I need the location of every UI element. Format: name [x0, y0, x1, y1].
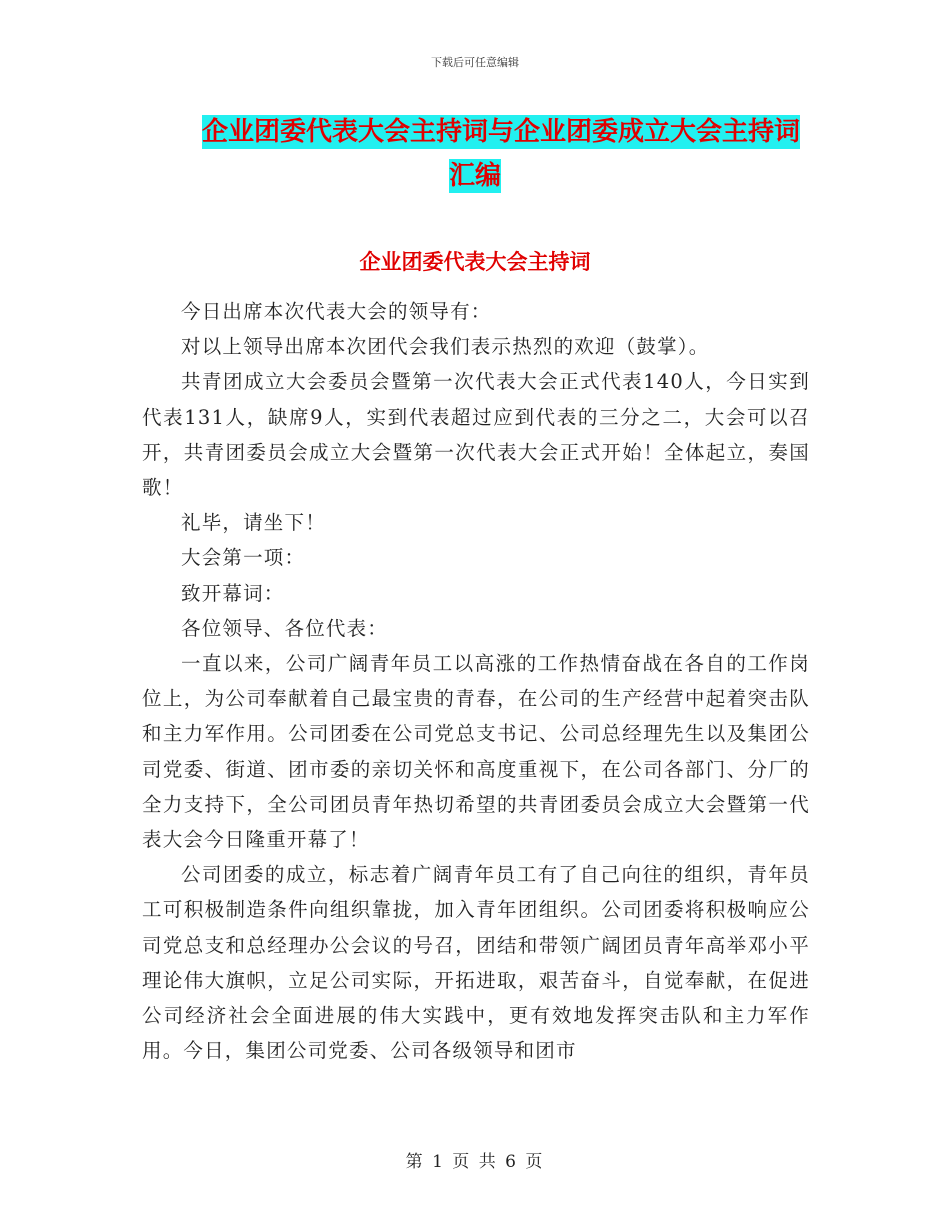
paragraph: 今日出席本次代表大会的领导有：	[181, 300, 492, 323]
paragraph: 对以上领导出席本次团代会我们表示热烈的欢迎（鼓掌）。	[181, 335, 710, 359]
paragraph: 各位领导、各位代表：	[181, 616, 389, 640]
paragraph: 公司团委的成立，标志着广阔青年员工有了自己向往的组织，青年员工可积极制造条件向组织靠拢，加入青年团组织。公司团委将积极响应公司党总支和总经理办公会议的号召，团结和带领广阔团员青年高举邓小平理论伟大旗帜，立足公司实际，开拓进取，艰苦奋斗，自觉奉献，在促进公司经济社会全面进展的伟大实践中，更有效地发挥突击队和主力军作用。今日，集团公司党委、公司各级领导和团市	[142, 863, 810, 1063]
paragraph: 共青团成立大会委员会暨第一次代表大会正式代表140人，今日实到代表131人，缺席9人，实到代表超过应到代表的三分之二，大会可以召开，共青团委员会成立大会暨第一次代表大会正式开始！全体起立，奏国歌！	[142, 370, 810, 500]
page-number: 第 1 页 共 6 页	[405, 1152, 545, 1172]
header-note: 下载后可任意编辑	[431, 56, 519, 69]
paragraph: 致开幕词：	[181, 581, 285, 605]
body-text	[142, 294, 810, 1068]
paragraph: 一直以来，公司广阔青年员工以高涨的工作热情奋战在各自的工作岗位上，为公司奉献着自己最宝贵的青春，在公司的生产经营中起着突击队和主力军作用。公司团委在公司党总支书记、公司总经理先生以及集团公司党委、街道、团市委的亲切关怀和高度重视下，在公司各部门、分厂的全力支持下，全公司团员青年热切希望的共青团委员会成立大会暨第一代表大会今日隆重开幕了！	[142, 652, 810, 852]
document-title	[140, 110, 810, 198]
section-title: 企业团委代表大会主持词	[359, 250, 591, 274]
paragraph: 大会第一项：	[181, 546, 306, 570]
document-title-line-2: 汇编	[448, 161, 501, 191]
paragraph: 礼毕，请坐下！	[181, 511, 326, 535]
document-title-line-1: 企业团委代表大会主持词与企业团委成立大会主持词	[201, 117, 800, 147]
